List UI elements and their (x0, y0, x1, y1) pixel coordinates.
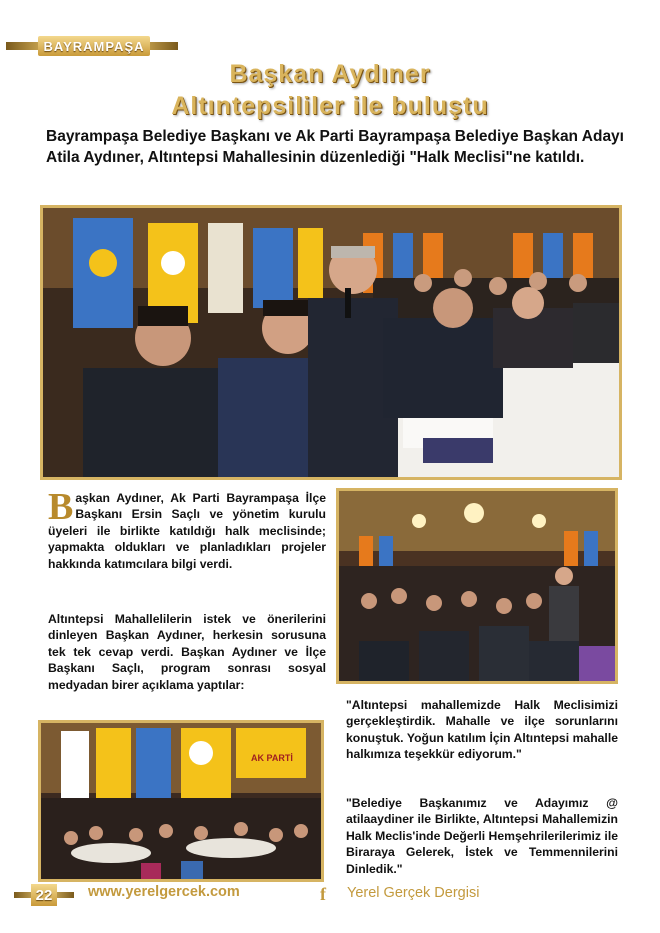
section-tag-box (38, 36, 150, 56)
section-tag (6, 36, 178, 56)
audience-photo-image (339, 491, 615, 681)
body-paragraph-1-text: aşkan Aydıner, Ak Parti Bayrampaşa İlçe Başkanı Ersin Saçlı ve yönetim kurulu üyeleri ile birlikte katıldığı halk meclisinde; yapmakta oldukları ve planladıkları projeler hakkında katımcılara bilgi verdi. (48, 491, 326, 571)
hall-photo (38, 720, 324, 882)
quote-2-text: "Belediye Başkanımız ve Adayımız @ atilaaydiner ile Birlikte, Altıntepsi Mahallemizin Halk Meclis'inde Değerli Hemşehrilerilerimiz ile Biraraya Gelerek, İstek ve Temmennilerini Dinledik." (346, 796, 618, 876)
page-number: 22 (31, 884, 57, 906)
main-photo (40, 205, 622, 480)
main-photo-image (43, 208, 619, 477)
banner-text: AK PARTİ (251, 753, 293, 763)
drop-cap: B (48, 486, 74, 528)
body-paragraph-1 (48, 486, 326, 572)
quote-1-text: "Altıntepsi mahallemizde Halk Meclisimizi gerçekleştirdik. Mahalle ve ilçe sorunlarını konuştuk. Yoğun katılım İçin Altıntepsi mahalle halkımıza teşekkür ediyorum." (346, 698, 618, 762)
audience-photo (336, 488, 618, 684)
page-number-badge (14, 884, 74, 906)
facebook-icon[interactable]: f (320, 884, 326, 904)
section-label: BAYRAMPAŞA (43, 38, 145, 54)
quote-2 (346, 795, 618, 877)
footer (0, 880, 660, 910)
lead-paragraph: Bayrampaşa Belediye Başkanı ve Ak Parti Bayrampaşa Belediye Başkan Adayı Atila Aydıner, Altıntepsi Mahallesinin düzenlediği "Halk Meclisi"ne katıldı. (46, 128, 624, 166)
headline-line-1: Başkan Aydıner (229, 60, 431, 88)
body-paragraph-2 (48, 611, 326, 693)
magazine-name: Yerel Gerçek Dergisi (347, 885, 480, 901)
quote-1 (346, 697, 618, 763)
body-paragraph-2-text: Altıntepsi Mahallelilerin istek ve önerilerini dinleyen Başkan Aydıner, herkesin sorusuna tek tek cevap verdi. Başkan Aydıner ve İlçe Başkanı Saçlı, program sonrası sosyal medyadan birer açıklama yaptılar: (48, 612, 326, 692)
website-link[interactable]: www.yerelgercek.com (88, 884, 240, 900)
hall-photo-image (41, 723, 321, 879)
headline-line-2: Altıntepsililer ile buluştu (171, 92, 489, 120)
